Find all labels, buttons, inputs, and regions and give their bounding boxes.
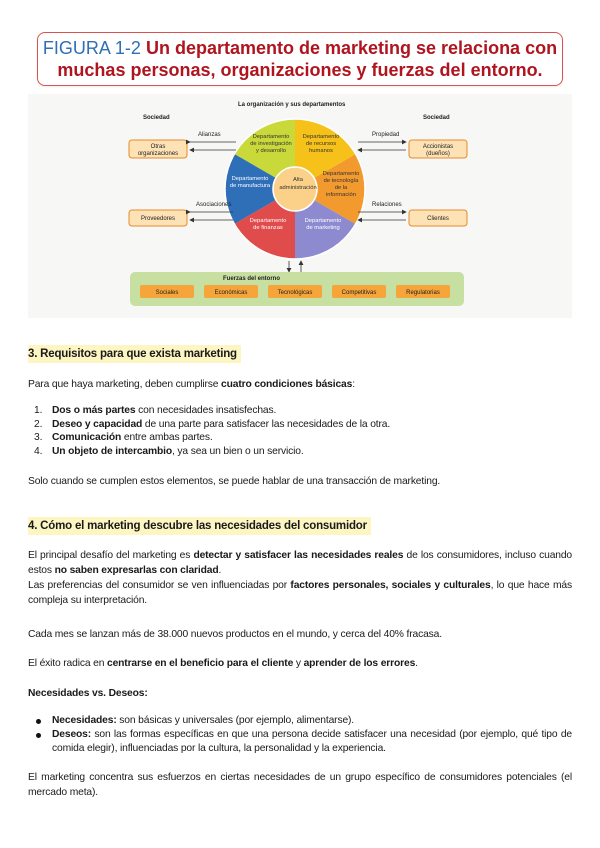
requirement-item <box>28 418 572 432</box>
section3-intro-pre: Para que haya marketing, deben cumplirse <box>28 379 222 390</box>
requirement-num: 2. <box>34 418 43 430</box>
requirement-item <box>28 404 572 418</box>
bullet-dot <box>36 733 41 738</box>
s4p3-c: y <box>293 658 304 669</box>
needs-item-rest: son las formas específicas en que una persona decide satisfacer una necesidad (por ejemplo, qué tipo de comida elegir), influenciadas por la cultura, la personalidad y la experiencia. <box>52 729 572 754</box>
requirements-list <box>28 404 572 458</box>
s4p3-d: aprender de los errores <box>303 658 416 669</box>
label-property: Propiedad <box>372 132 400 138</box>
needs-item-bold: Deseos: <box>52 729 92 740</box>
figure-title-text1: Un departamento de marketing se relaciona con <box>145 38 558 58</box>
dept-mfg-1: Departamento <box>231 176 269 182</box>
requirement-num: 3. <box>34 432 43 443</box>
dept-fin-2: de finanzas <box>253 225 283 231</box>
requirement-bold: Dos o más partes <box>52 405 136 416</box>
requirement-item <box>28 431 572 445</box>
requirement-rest: de una parte para satisfacer las necesidades de la otra. <box>142 418 391 430</box>
box-shareholders-1: Accionistas <box>422 144 454 150</box>
figure-number: FIGURA 1-2 <box>42 38 141 58</box>
s4p1-c: de los consumidores, incluso cuando estos <box>28 550 573 576</box>
requirement-rest: con necesidades insatisfechas. <box>135 405 277 416</box>
dept-hr-3: humanos <box>309 148 333 154</box>
s4p1-h: , lo que hace más compleja su interpretación. <box>28 580 572 606</box>
figure-title-line1 <box>38 37 562 59</box>
dept-hr-2: de recursos <box>305 141 337 147</box>
bullet-dot <box>36 719 41 724</box>
needs-item-bold: Necesidades: <box>52 715 117 726</box>
s4p1-b: detectar y satisfacer las necesidades reales <box>193 550 404 561</box>
s4p3-a: El éxito radica en <box>28 658 107 669</box>
diagram-header: La organización y sus departamentos <box>238 102 346 108</box>
box-shareholders-2: (dueños) <box>426 151 450 157</box>
dept-rd-1: Departamento <box>252 134 290 140</box>
box-customers-label: Clientes <box>427 216 449 222</box>
s4p1-d: no saben expresarlas con claridad <box>54 565 219 576</box>
s4p3-b: centrarse en el beneficio para el cliente <box>107 658 294 669</box>
section3-intro <box>28 377 572 392</box>
box-suppliers-label: Proveedores <box>140 216 176 222</box>
requirement-bold: Deseo y capacidad <box>52 418 143 430</box>
figure-title-line2: muchas personas, organizaciones y fuerzas del entorno. <box>57 60 543 80</box>
dept-hr-1: Departamento <box>302 134 340 140</box>
dept-it-2: de tecnología <box>323 178 359 184</box>
section3-intro-post: : <box>352 379 355 390</box>
section4-p4: El marketing concentra sus esfuerzos en ciertas necesidades de un grupo específico de consumidores potenciales (el mercado meta). <box>28 772 572 798</box>
s4p1-g: factores personales, sociales y culturales <box>290 580 491 591</box>
force-economic: Económicas <box>214 290 248 296</box>
dept-it-3: de la <box>334 185 348 191</box>
dept-fin-1: Departamento <box>249 218 287 224</box>
force-regulatory: Regulatorias <box>406 290 440 296</box>
center-label-2: administración <box>279 185 317 191</box>
section4-heading: 4. Cómo el marketing descubre las necesidades del consumidor <box>28 517 371 535</box>
needs-list <box>28 714 572 756</box>
requirement-rest: entre ambas partes. <box>121 432 213 443</box>
diagram-svg <box>28 94 572 318</box>
dept-rd-3: y desarrollo <box>256 148 286 154</box>
needs-heading <box>28 686 572 701</box>
label-associations: Asociaciones <box>196 202 232 208</box>
section4-p2: Cada mes se lanzan más de 38.000 nuevos productos en el mundo, y cerca del 40% fracasa. <box>28 629 442 640</box>
requirement-bold: Un objeto de intercambio <box>52 445 172 457</box>
marketing-diagram <box>28 94 572 318</box>
force-social: Sociales <box>155 290 179 296</box>
dept-mkt-2: de marketing <box>306 225 340 231</box>
label-relations: Relaciones <box>372 202 402 208</box>
requirement-bold: Comunicación <box>52 432 122 443</box>
section4-p3 <box>28 656 572 671</box>
dept-mfg-2: de manufactura <box>229 183 271 189</box>
s4p1-e: . <box>218 565 222 576</box>
s4p3-e: . <box>415 658 418 669</box>
section4-p1 <box>28 548 572 608</box>
center-label-1: Alta <box>293 177 303 183</box>
s4p1-a: El principal desafío del marketing es <box>28 550 194 561</box>
needs-item <box>28 728 572 756</box>
label-alliances: Alianzas <box>198 132 221 138</box>
dept-rd-2: de investigación <box>250 141 292 147</box>
needs-item <box>28 714 572 728</box>
dept-mkt-1: Departamento <box>304 218 342 224</box>
s4p1-f: Las preferencias del consumidor se ven influenciadas por <box>28 580 291 591</box>
dept-it-1: Departamento <box>322 171 360 177</box>
force-technological: Tecnológicas <box>277 290 313 296</box>
force-competitive: Competitivas <box>341 290 377 296</box>
requirement-num: 1. <box>34 405 43 416</box>
section3-heading: 3. Requisitos para que exista marketing <box>28 345 241 363</box>
requirement-rest: , ya sea un bien o un servicio. <box>171 445 304 457</box>
requirement-num: 4. <box>34 445 43 457</box>
forces-title: Fuerzas del entorno <box>223 276 281 282</box>
box-other-orgs-2: organizaciones <box>137 151 179 157</box>
section3-intro-bold: cuatro condiciones básicas <box>221 379 353 390</box>
needs-item-rest: son básicas y universales (por ejemplo, alimentarse). <box>116 715 355 726</box>
society-right-label: Sociedad <box>423 115 450 121</box>
needs-heading-text: Necesidades vs. Deseos: <box>28 688 148 699</box>
figure-caption-box <box>37 32 563 86</box>
section3-closing: Solo cuando se cumplen estos elementos, se puede hablar de una transacción de marketing. <box>28 476 441 487</box>
requirement-item <box>28 445 572 459</box>
box-other-orgs-1: Otras <box>150 144 166 150</box>
society-left-label: Sociedad <box>143 115 170 121</box>
dept-it-4: información <box>326 192 356 198</box>
